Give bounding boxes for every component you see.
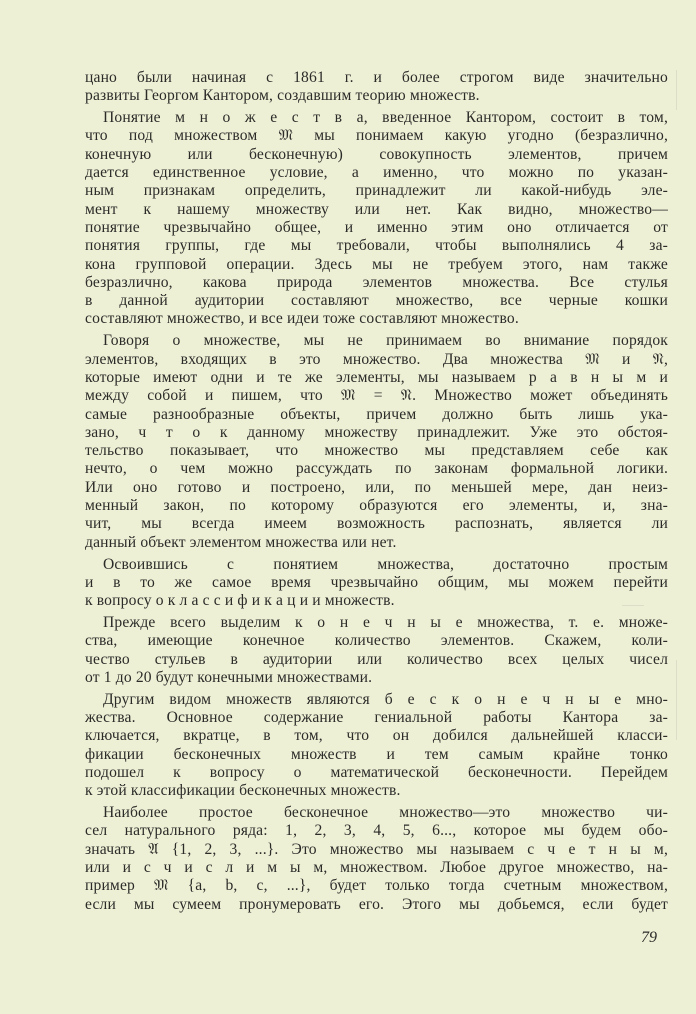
text-line: значать 𝔄 {1, 2, 3, ...}. Это множество мы называем с ч е т н ы м, [85, 840, 668, 858]
text-line: конечную или бесконечную) совокупность элементов, причем [85, 145, 668, 163]
paragraph [85, 332, 668, 552]
text-line: Другим видом множеств являются б е с к о н е ч н ы е мно- [103, 690, 668, 708]
text-line: жества. Основное содержание гениальной работы Кантора за- [85, 709, 668, 727]
text-line: Понятие м н о ж е с т в а, введенное Кантором, состоит в том, [103, 109, 668, 127]
text-line: Говоря о множестве, мы не принимаем во внимание порядок [103, 332, 668, 350]
text-line: Прежде всего выделим к о н е ч н ы е множества, т. е. множе- [103, 613, 668, 631]
text-line: элементов, входящих в это множество. Два множества 𝔐 и 𝔑, [85, 350, 668, 368]
text-line: от 1 до 20 будут конечными множествами. [85, 668, 373, 686]
text-line: которые имеют одни и те же элементы, мы называем р а в н ы м и [85, 368, 668, 386]
text-line: ключается, вкратце, в том, что он добился дальнейшей класси- [85, 727, 668, 745]
text-line: что под множеством 𝔐 мы понимаем какую угодно (безразлично, [85, 127, 668, 145]
text-line: развиты Георгом Кантором, создавшим теорию множеств. [85, 87, 480, 105]
margin-rule [622, 605, 644, 606]
text-line: Освоившись с понятием множества, достаточно простым [103, 555, 668, 573]
text-line: или и с ч и с л и м ы м, множеством. Любое другое множество, на- [85, 859, 668, 877]
text-line: если мы сумеем пронумеровать его. Этого мы добьемся, если будет [85, 895, 668, 913]
text-line: подошел к вопросу о математической бесконечности. Перейдем [85, 763, 668, 781]
paragraph [85, 69, 668, 106]
text-line: пример 𝔐 {a, b, c, ...}, будет только тогда счетным множеством, [85, 877, 668, 895]
page-number: 79 [641, 929, 657, 946]
text-line: дается единственное условие, а именно, что можно по указан- [85, 164, 668, 182]
text-line: между собой и пишем, что 𝔐 = 𝔑. Множество может объединять [85, 387, 668, 405]
text-line: самые разнообразные объекты, причем должно быть лишь ука- [85, 405, 668, 423]
text-line: Наиболее простое бесконечное множество—это множество чи- [103, 804, 668, 822]
text-line: нечто, о чем можно рассуждать по законам формальной логики. [85, 460, 668, 478]
text-line: кона групповой операции. Здесь мы не требуем этого, нам также [85, 255, 668, 273]
margin-rule [676, 70, 677, 110]
text-line: фикации бесконечных множеств и тем самым крайне тонко [85, 745, 668, 763]
text-line: безразлично, какова природа элементов множества. Все стулья [85, 273, 668, 291]
margin-rule [676, 660, 677, 740]
paragraph [85, 804, 668, 914]
text-line: к вопросу о к л а с с и ф и к а ц и и множеств. [85, 592, 395, 610]
text-line: ства, имеющие конечное количество элементов. Скажем, коли- [85, 632, 668, 650]
paragraph [85, 691, 668, 801]
text-line: мент к нашему множеству или нет. Как видно, множество— [85, 200, 668, 218]
text-line: составляют множество, и все идеи тоже составляют множество. [85, 310, 519, 328]
paragraph [85, 614, 668, 687]
text-line: чество стульев в аудитории или количество всех целых чисел [85, 650, 668, 668]
text-line: и в то же самое время чрезвычайно общим, мы можем перейти [85, 573, 668, 591]
text-line: к этой классификации бесконечных множеств. [85, 782, 401, 800]
paragraph [85, 556, 668, 611]
text-line: сел натурального ряда: 1, 2, 3, 4, 5, 6..., которое мы будем обо- [85, 822, 668, 840]
page-body-text [85, 69, 668, 918]
text-line: в данной аудитории составляют множество, все черные кошки [85, 292, 668, 310]
text-line: менный закон, по которому образуются его элементы, и, зна- [85, 497, 668, 515]
text-line: понятие чрезвычайно общее, и именно этим оно отличается от [85, 218, 668, 236]
paragraph [85, 109, 668, 329]
text-line: тельство показывает, что множество мы представляем себе как [85, 442, 668, 460]
text-line: данный объект элементом множества или нет. [85, 533, 397, 551]
text-line: Или оно готово и построено, или, по меньшей мере, дан неиз- [85, 478, 668, 496]
text-line: зано, ч т о к данному множеству принадлежит. Уже это обстоя- [85, 423, 668, 441]
text-line: понятия группы, где мы требовали, чтобы выполнялись 4 за- [85, 237, 668, 255]
text-line: ным признакам определить, принадлежит ли какой-нибудь эле- [85, 182, 668, 200]
text-line: цано были начиная с 1861 г. и более строгом виде значительно [85, 69, 668, 86]
text-line: чит, мы всегда имеем возможность распознать, является ли [85, 515, 668, 533]
